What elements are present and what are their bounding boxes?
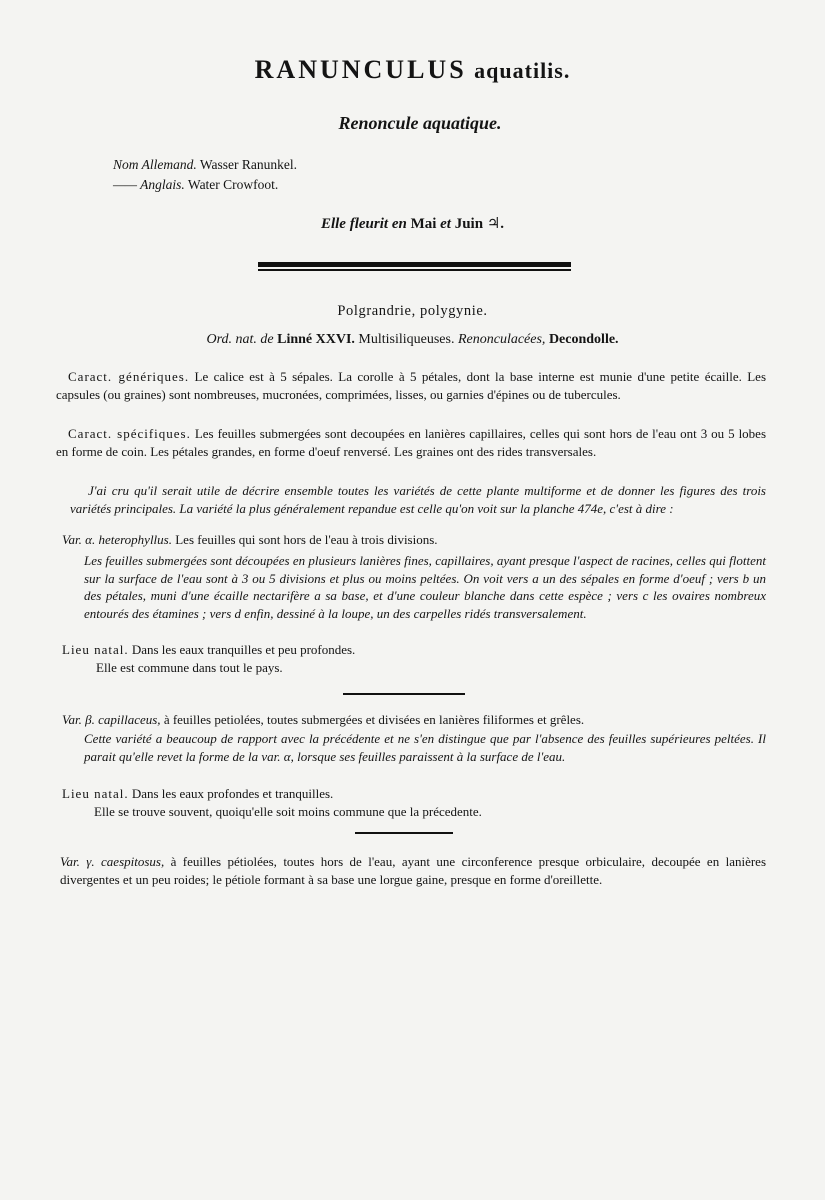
german-name-line — [113, 155, 297, 175]
flowering-line — [0, 214, 825, 233]
variety-gamma — [60, 853, 766, 888]
variety-alpha — [62, 531, 766, 549]
beta-label: Var. β. capillaceus, — [62, 712, 161, 727]
variety-beta — [62, 711, 766, 729]
specific-text: Les feuilles submergées sont decoupées en lanières capillaires, celles qui sont hors de l'eau ont 3 ou 5 lobes en forme de coin. Les pétales grandes, en forme d'oeuf renversé. Les graines ont des rides transversales. — [56, 426, 767, 459]
flowering-d: et — [440, 216, 451, 232]
generic-label: Caract. génériques. — [68, 369, 190, 384]
gamma-label: Var. γ. caespitosus, — [60, 854, 165, 869]
double-rule — [258, 262, 571, 271]
beta-description — [84, 730, 766, 765]
page-title — [0, 55, 825, 85]
classification: Polgrandrie, polygynie. — [337, 303, 488, 319]
order-e: Decondolle. — [548, 332, 619, 347]
flowering-a: Elle fleurit — [320, 216, 389, 232]
common-names — [113, 155, 297, 195]
english-name-line — [113, 175, 297, 195]
generic-characters — [56, 368, 766, 403]
alpha-description — [84, 552, 766, 622]
beta-habitat — [62, 785, 766, 820]
alpha-common: Elle est commune dans tout le pays. — [96, 659, 283, 675]
order-c: Multisiliqueuses. — [358, 332, 455, 347]
alpha-label: Var. α. heterophyllus. — [62, 532, 172, 547]
alpha-text: Les feuilles qui sont hors de l'eau à trois divisions. — [175, 532, 438, 547]
intro-text: J'ai cru qu'il serait utile de décrire ensemble toutes les variétés de cette plante multiforme et de donner les figures des trois variétés principales. La variété la plus généralement repandue est celle qu'on voit sur la planche 474e, c'est à dire : — [70, 483, 766, 516]
french-name: Renoncule aquatique. — [338, 113, 502, 133]
generic-text: Le calice est à 5 sépales. La corolle à 5 pétales, dont la base interne est munie d'une petite écaille. Les capsules (ou graines) sont nombreuses, mucronées, comprimées, lisses, ou garnies d'épines ou de tubercules. — [56, 369, 767, 402]
beta-desc-text: Cette variété a beaucoup de rapport avec la précédente et ne s'en distingue que par l'absence des feuilles supérieures peltées. Il parait qu'elle revet la forme de la var. α, lorsque ses feuilles paraissent à la surface de l'eau. — [84, 731, 766, 764]
order-a: Ord. nat. de — [206, 332, 274, 347]
order-b: Linné XXVI. — [277, 332, 355, 347]
alpha-habitat — [62, 641, 766, 676]
beta-common: Elle se trouve souvent, quoiqu'elle soit moins commune que la précedente. — [94, 803, 482, 819]
alpha-lieu-text: Dans les eaux tranquilles et peu profondes. — [131, 642, 356, 657]
alpha-lieu-label: Lieu natal. — [62, 642, 129, 657]
order-d: Renonculacées, — [457, 332, 546, 347]
natural-order — [0, 332, 825, 348]
german-label: Nom Allemand. — [113, 157, 197, 172]
flowering-e: Juin ♃. — [454, 216, 505, 232]
beta-lieu-label: Lieu natal. — [62, 786, 129, 801]
section-divider — [343, 693, 465, 695]
beta-lieu-text: Dans les eaux profondes et tranquilles. — [131, 786, 334, 801]
english-name: Water Crowfoot. — [187, 177, 279, 192]
intro-paragraph — [70, 482, 766, 517]
flowering-b: en — [391, 216, 407, 232]
title-species: aquatilis. — [474, 58, 571, 83]
specific-characters — [56, 425, 766, 460]
gamma-text: à feuilles pétiolées, toutes hors de l'eau, ayant une circonference presque orbiculaire, decoupée en lanières divergentes et un peu roides; le pétiole formant à sa base une lorgue gaine, presque en forme d'oreillette. — [60, 854, 767, 887]
title-genus: RANUNCULUS — [254, 55, 467, 84]
specific-label: Caract. spécifiques. — [68, 426, 191, 441]
beta-text: à feuilles petiolées, toutes submergées et divisées en lanières filiformes et grêles. — [163, 712, 585, 727]
german-name: Wasser Ranunkel. — [199, 157, 298, 172]
section-divider — [355, 832, 453, 834]
flowering-c: Mai — [410, 216, 437, 232]
english-label: —— Anglais. — [113, 177, 185, 192]
alpha-desc-text: Les feuilles submergées sont découpées en plusieurs lanières fines, capillaires, ayant presque l'aspect de racines, celles qui flottent sur la surface de l'eau sont à 3 ou 5 divisions et plus ou moins peltées. On voit vers a un des sépales en forme d'oeuf ; vers b un des pétales, muni d'une écaille nectarifère a sa base, et d'une couleur blanche dans cette espèce ; vers c les ovaires nombreux entourés des étamines ; vers d enfin, dessiné à la loupe, un des carpelles ridés transversalement. — [84, 553, 766, 621]
